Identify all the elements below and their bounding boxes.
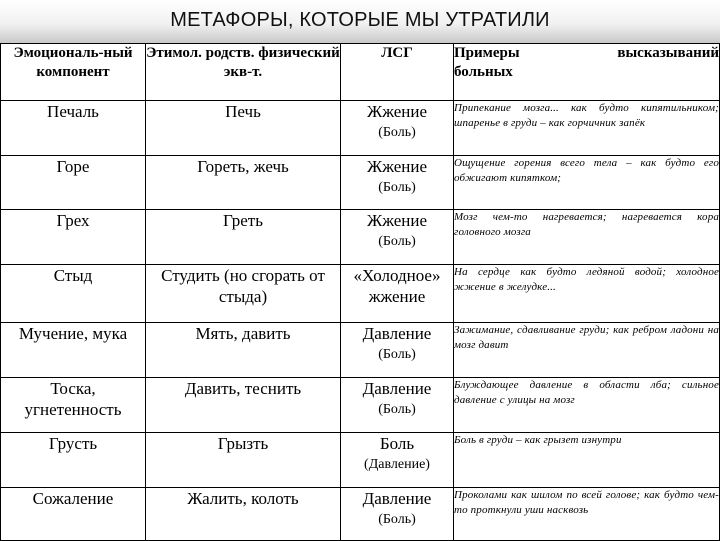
header-lsg: ЛСГ (341, 44, 454, 101)
cell-example: Боль в груди – как грызет изнутри (454, 433, 720, 488)
lsg-note: (Боль) (378, 180, 416, 195)
lsg-term: Давление (362, 489, 432, 508)
cell-example: Зажимание, сдавливание груди; как ребром ладони на мозг давит (454, 323, 720, 378)
cell-etymology: Грызть (146, 433, 341, 488)
table-row (1, 378, 720, 433)
header-examples-word3: больных (454, 64, 513, 80)
cell-example: Припекание мозга... как будто кипятильником; шпаренье в груди – как горчичник запёк (454, 101, 720, 156)
lsg-term: Жжение (366, 157, 428, 176)
header-examples (454, 44, 720, 101)
cell-emotion: Сожаление (1, 488, 146, 541)
cell-example: Блуждающее давление в области лба; сильное давление с улицы на мозг (454, 378, 720, 433)
lsg-term: Давление (362, 379, 432, 398)
lsg-term: Жжение (366, 102, 428, 121)
cell-etymology: Жалить, колоть (146, 488, 341, 541)
cell-example: Проколами как шилом по всей голове; как будто чем-то проткнули уши насквозь (454, 488, 720, 541)
slide-title: МЕТАФОРЫ, КОТОРЫЕ МЫ УТРАТИЛИ (170, 9, 550, 31)
header-examples-word1: Примеры (454, 45, 520, 61)
lsg-note: (Давление) (364, 457, 430, 472)
cell-etymology: Студить (но сгорать от стыда) (146, 265, 341, 323)
cell-emotion: Стыд (1, 265, 146, 323)
cell-etymology: Давить, теснить (146, 378, 341, 433)
header-etymology: Этимол. родств. физический экв-т. (146, 44, 341, 101)
table-row (1, 101, 720, 156)
cell-emotion: Грусть (1, 433, 146, 488)
cell-etymology: Гореть, жечь (146, 156, 341, 210)
cell-lsg (341, 265, 454, 323)
lsg-term: Боль (379, 434, 415, 453)
lsg-note: жжение (368, 287, 426, 306)
cell-example: Ощущение горения всего тела – как будто его обжигают кипятком; (454, 156, 720, 210)
cell-etymology: Печь (146, 101, 341, 156)
metaphors-table (0, 43, 720, 541)
table-header-row (1, 44, 720, 101)
cell-lsg (341, 210, 454, 265)
slide-header (0, 0, 720, 43)
cell-emotion: Горе (1, 156, 146, 210)
cell-emotion: Тоска, угнетенность (1, 378, 146, 433)
lsg-term: Жжение (366, 211, 428, 230)
cell-example: Мозг чем-то нагревается; нагревается кора головного мозга (454, 210, 720, 265)
header-examples-word2: высказываний (617, 45, 719, 61)
table-row (1, 488, 720, 541)
lsg-note: (Боль) (378, 512, 416, 527)
cell-emotion: Мучение, мука (1, 323, 146, 378)
table-row (1, 433, 720, 488)
cell-emotion: Грех (1, 210, 146, 265)
lsg-note: (Боль) (378, 347, 416, 362)
cell-lsg (341, 433, 454, 488)
cell-lsg (341, 378, 454, 433)
cell-etymology: Греть (146, 210, 341, 265)
table-row (1, 265, 720, 323)
cell-lsg (341, 156, 454, 210)
lsg-note: (Боль) (378, 234, 416, 249)
cell-etymology: Мять, давить (146, 323, 341, 378)
cell-emotion: Печаль (1, 101, 146, 156)
lsg-note: (Боль) (378, 125, 416, 140)
header-emotion: Эмоциональ-ный компонент (1, 44, 146, 101)
lsg-term: Давление (362, 324, 432, 343)
lsg-note: (Боль) (378, 402, 416, 417)
cell-lsg (341, 488, 454, 541)
cell-example: На сердце как будто ледяной водой; холодное жжение в желудке... (454, 265, 720, 323)
lsg-term: «Холодное» (353, 266, 441, 285)
table-row (1, 156, 720, 210)
table-row (1, 323, 720, 378)
table-row (1, 210, 720, 265)
cell-lsg (341, 101, 454, 156)
cell-lsg (341, 323, 454, 378)
